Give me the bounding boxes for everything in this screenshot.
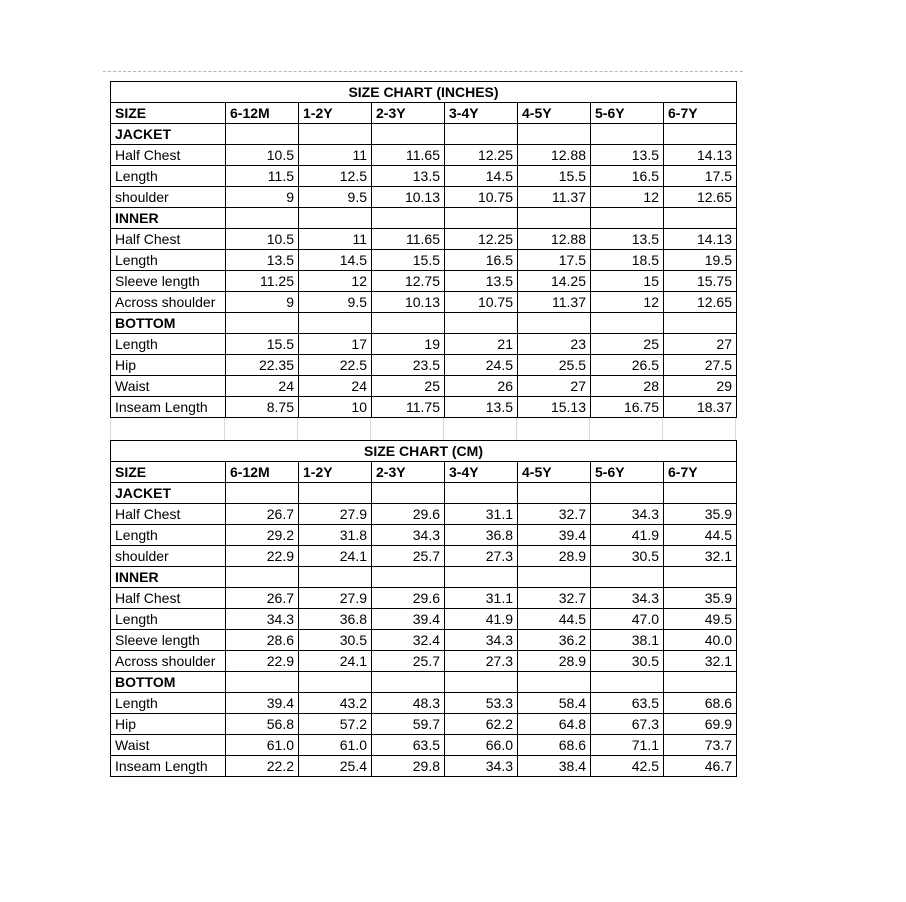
row-label: Length xyxy=(111,334,226,355)
table-row xyxy=(111,504,737,525)
empty-cell xyxy=(226,483,299,504)
empty-cell xyxy=(372,483,445,504)
value-cell: 58.4 xyxy=(518,693,591,714)
value-cell: 29.8 xyxy=(372,756,445,777)
row-label: Waist xyxy=(111,735,226,756)
value-cell: 12.65 xyxy=(664,292,737,313)
table-title-row xyxy=(111,82,737,103)
column-header: 6-12M xyxy=(226,462,299,483)
value-cell: 9 xyxy=(226,292,299,313)
value-cell: 34.3 xyxy=(591,588,664,609)
empty-cell xyxy=(226,124,299,145)
empty-cell xyxy=(518,672,591,693)
value-cell: 11 xyxy=(299,229,372,250)
value-cell: 47.0 xyxy=(591,609,664,630)
value-cell: 13.5 xyxy=(372,166,445,187)
empty-cell xyxy=(372,208,445,229)
value-cell: 32.1 xyxy=(664,651,737,672)
empty-cell xyxy=(226,672,299,693)
empty-cell xyxy=(664,567,737,588)
column-header: 1-2Y xyxy=(299,103,372,124)
gap-gridline-cell xyxy=(225,418,298,440)
value-cell: 30.5 xyxy=(591,546,664,567)
column-header: 2-3Y xyxy=(372,462,445,483)
table-row xyxy=(111,714,737,735)
value-cell: 13.5 xyxy=(445,397,518,418)
section-header-row xyxy=(111,124,737,145)
value-cell: 27 xyxy=(518,376,591,397)
column-header: 6-7Y xyxy=(664,462,737,483)
value-cell: 49.5 xyxy=(664,609,737,630)
table-row xyxy=(111,609,737,630)
value-cell: 29 xyxy=(664,376,737,397)
value-cell: 24.1 xyxy=(299,651,372,672)
column-header: SIZE xyxy=(111,462,226,483)
value-cell: 36.2 xyxy=(518,630,591,651)
column-header: 6-12M xyxy=(226,103,299,124)
value-cell: 63.5 xyxy=(591,693,664,714)
value-cell: 26.7 xyxy=(226,588,299,609)
table-row xyxy=(111,187,737,208)
value-cell: 12.65 xyxy=(664,187,737,208)
value-cell: 68.6 xyxy=(518,735,591,756)
empty-cell xyxy=(299,313,372,334)
value-cell: 32.7 xyxy=(518,588,591,609)
value-cell: 39.4 xyxy=(518,525,591,546)
value-cell: 14.25 xyxy=(518,271,591,292)
value-cell: 23 xyxy=(518,334,591,355)
value-cell: 62.2 xyxy=(445,714,518,735)
section-header: BOTTOM xyxy=(111,672,226,693)
value-cell: 28.6 xyxy=(226,630,299,651)
table-row xyxy=(111,145,737,166)
value-cell: 36.8 xyxy=(445,525,518,546)
row-label: Length xyxy=(111,525,226,546)
value-cell: 11.37 xyxy=(518,292,591,313)
value-cell: 18.37 xyxy=(664,397,737,418)
empty-cell xyxy=(372,124,445,145)
column-header: 5-6Y xyxy=(591,103,664,124)
value-cell: 69.9 xyxy=(664,714,737,735)
empty-cell xyxy=(445,124,518,145)
value-cell: 27.3 xyxy=(445,546,518,567)
value-cell: 9 xyxy=(226,187,299,208)
empty-cell xyxy=(372,567,445,588)
row-label: shoulder xyxy=(111,187,226,208)
value-cell: 14.13 xyxy=(664,229,737,250)
row-label: Waist xyxy=(111,376,226,397)
value-cell: 11.65 xyxy=(372,145,445,166)
value-cell: 34.3 xyxy=(445,756,518,777)
value-cell: 41.9 xyxy=(591,525,664,546)
table-row xyxy=(111,271,737,292)
empty-cell xyxy=(518,208,591,229)
value-cell: 11 xyxy=(299,145,372,166)
row-label: Inseam Length xyxy=(111,756,226,777)
empty-cell xyxy=(664,483,737,504)
value-cell: 12 xyxy=(591,187,664,208)
value-cell: 67.3 xyxy=(591,714,664,735)
table-row xyxy=(111,166,737,187)
empty-cell xyxy=(299,567,372,588)
value-cell: 10.5 xyxy=(226,145,299,166)
table-row xyxy=(111,588,737,609)
row-label: Half Chest xyxy=(111,229,226,250)
section-header: JACKET xyxy=(111,124,226,145)
value-cell: 28.9 xyxy=(518,651,591,672)
row-label: Length xyxy=(111,609,226,630)
empty-cell xyxy=(299,483,372,504)
value-cell: 28.9 xyxy=(518,546,591,567)
table-row xyxy=(111,250,737,271)
column-header: 5-6Y xyxy=(591,462,664,483)
section-header-row xyxy=(111,483,737,504)
value-cell: 13.5 xyxy=(226,250,299,271)
value-cell: 17.5 xyxy=(518,250,591,271)
table-row xyxy=(111,355,737,376)
gap-gridline-cell xyxy=(371,418,444,440)
column-header: SIZE xyxy=(111,103,226,124)
value-cell: 14.13 xyxy=(664,145,737,166)
value-cell: 28 xyxy=(591,376,664,397)
value-cell: 25.7 xyxy=(372,651,445,672)
value-cell: 34.3 xyxy=(591,504,664,525)
empty-cell xyxy=(445,313,518,334)
empty-cell xyxy=(664,124,737,145)
row-label: shoulder xyxy=(111,546,226,567)
table-title: SIZE CHART (CM) xyxy=(111,441,737,462)
value-cell: 27.3 xyxy=(445,651,518,672)
value-cell: 13.5 xyxy=(445,271,518,292)
value-cell: 56.8 xyxy=(226,714,299,735)
empty-cell xyxy=(591,483,664,504)
size-chart-inches-table xyxy=(110,81,737,418)
row-label: Length xyxy=(111,693,226,714)
value-cell: 38.4 xyxy=(518,756,591,777)
gap-gridline-cell xyxy=(298,418,371,440)
value-cell: 22.35 xyxy=(226,355,299,376)
table-row xyxy=(111,525,737,546)
column-header: 4-5Y xyxy=(518,103,591,124)
empty-cell xyxy=(226,567,299,588)
gap-gridline-cell xyxy=(517,418,590,440)
value-cell: 57.2 xyxy=(299,714,372,735)
value-cell: 16.5 xyxy=(591,166,664,187)
table-row xyxy=(111,229,737,250)
row-label: Sleeve length xyxy=(111,630,226,651)
value-cell: 25 xyxy=(591,334,664,355)
value-cell: 31.1 xyxy=(445,504,518,525)
value-cell: 32.4 xyxy=(372,630,445,651)
value-cell: 8.75 xyxy=(226,397,299,418)
value-cell: 25 xyxy=(372,376,445,397)
column-header: 4-5Y xyxy=(518,462,591,483)
value-cell: 22.2 xyxy=(226,756,299,777)
empty-cell xyxy=(226,313,299,334)
empty-cell xyxy=(591,672,664,693)
value-cell: 11.5 xyxy=(226,166,299,187)
empty-cell xyxy=(591,208,664,229)
table-row xyxy=(111,630,737,651)
value-cell: 11.75 xyxy=(372,397,445,418)
value-cell: 61.0 xyxy=(226,735,299,756)
section-header: JACKET xyxy=(111,483,226,504)
value-cell: 14.5 xyxy=(445,166,518,187)
empty-cell xyxy=(518,124,591,145)
empty-cell xyxy=(299,208,372,229)
value-cell: 73.7 xyxy=(664,735,737,756)
table-title: SIZE CHART (INCHES) xyxy=(111,82,737,103)
column-header: 6-7Y xyxy=(664,103,737,124)
value-cell: 36.8 xyxy=(299,609,372,630)
value-cell: 26 xyxy=(445,376,518,397)
value-cell: 25.7 xyxy=(372,546,445,567)
value-cell: 39.4 xyxy=(226,693,299,714)
row-label: Across shoulder xyxy=(111,651,226,672)
row-label: Inseam Length xyxy=(111,397,226,418)
value-cell: 48.3 xyxy=(372,693,445,714)
value-cell: 38.1 xyxy=(591,630,664,651)
value-cell: 16.5 xyxy=(445,250,518,271)
value-cell: 13.5 xyxy=(591,229,664,250)
value-cell: 13.5 xyxy=(591,145,664,166)
value-cell: 12.25 xyxy=(445,229,518,250)
value-cell: 59.7 xyxy=(372,714,445,735)
value-cell: 10.75 xyxy=(445,187,518,208)
value-cell: 19 xyxy=(372,334,445,355)
column-header-row xyxy=(111,462,737,483)
value-cell: 66.0 xyxy=(445,735,518,756)
value-cell: 10.5 xyxy=(226,229,299,250)
table-row xyxy=(111,693,737,714)
empty-cell xyxy=(226,208,299,229)
size-chart-cm-table xyxy=(110,440,737,777)
section-header-row xyxy=(111,313,737,334)
value-cell: 44.5 xyxy=(664,525,737,546)
table-row xyxy=(111,292,737,313)
section-header-row xyxy=(111,567,737,588)
value-cell: 64.8 xyxy=(518,714,591,735)
value-cell: 18.5 xyxy=(591,250,664,271)
value-cell: 29.2 xyxy=(226,525,299,546)
gap-gridline-cell xyxy=(444,418,517,440)
value-cell: 27.9 xyxy=(299,588,372,609)
value-cell: 11.37 xyxy=(518,187,591,208)
value-cell: 29.6 xyxy=(372,588,445,609)
gap-gridline-cell xyxy=(110,418,225,440)
row-label: Half Chest xyxy=(111,588,226,609)
section-header: BOTTOM xyxy=(111,313,226,334)
value-cell: 15.5 xyxy=(372,250,445,271)
empty-cell xyxy=(299,672,372,693)
value-cell: 15.13 xyxy=(518,397,591,418)
value-cell: 24.1 xyxy=(299,546,372,567)
column-header: 3-4Y xyxy=(445,462,518,483)
empty-cell xyxy=(664,208,737,229)
empty-cell xyxy=(591,567,664,588)
value-cell: 9.5 xyxy=(299,292,372,313)
row-label: Across shoulder xyxy=(111,292,226,313)
value-cell: 10 xyxy=(299,397,372,418)
value-cell: 15.5 xyxy=(226,334,299,355)
empty-cell xyxy=(445,208,518,229)
value-cell: 25.5 xyxy=(518,355,591,376)
value-cell: 35.9 xyxy=(664,504,737,525)
value-cell: 12.88 xyxy=(518,229,591,250)
row-label: Half Chest xyxy=(111,145,226,166)
value-cell: 21 xyxy=(445,334,518,355)
row-label: Half Chest xyxy=(111,504,226,525)
value-cell: 14.5 xyxy=(299,250,372,271)
empty-cell xyxy=(445,567,518,588)
value-cell: 24 xyxy=(226,376,299,397)
size-charts-container xyxy=(110,81,737,777)
value-cell: 31.1 xyxy=(445,588,518,609)
value-cell: 25.4 xyxy=(299,756,372,777)
empty-cell xyxy=(518,567,591,588)
value-cell: 12.88 xyxy=(518,145,591,166)
value-cell: 32.1 xyxy=(664,546,737,567)
value-cell: 71.1 xyxy=(591,735,664,756)
value-cell: 24.5 xyxy=(445,355,518,376)
value-cell: 27 xyxy=(664,334,737,355)
value-cell: 68.6 xyxy=(664,693,737,714)
value-cell: 30.5 xyxy=(591,651,664,672)
table-row xyxy=(111,334,737,355)
column-header-row xyxy=(111,103,737,124)
empty-cell xyxy=(591,124,664,145)
value-cell: 29.6 xyxy=(372,504,445,525)
value-cell: 43.2 xyxy=(299,693,372,714)
empty-cell xyxy=(591,313,664,334)
value-cell: 42.5 xyxy=(591,756,664,777)
value-cell: 34.3 xyxy=(372,525,445,546)
value-cell: 15.5 xyxy=(518,166,591,187)
value-cell: 9.5 xyxy=(299,187,372,208)
value-cell: 27.9 xyxy=(299,504,372,525)
value-cell: 39.4 xyxy=(372,609,445,630)
value-cell: 53.3 xyxy=(445,693,518,714)
value-cell: 16.75 xyxy=(591,397,664,418)
value-cell: 12.5 xyxy=(299,166,372,187)
table-row xyxy=(111,397,737,418)
value-cell: 31.8 xyxy=(299,525,372,546)
value-cell: 26.7 xyxy=(226,504,299,525)
section-header: INNER xyxy=(111,208,226,229)
value-cell: 35.9 xyxy=(664,588,737,609)
value-cell: 12.25 xyxy=(445,145,518,166)
empty-cell xyxy=(518,483,591,504)
row-label: Length xyxy=(111,250,226,271)
value-cell: 40.0 xyxy=(664,630,737,651)
table-gap-gridlines xyxy=(110,418,737,440)
section-header-row xyxy=(111,672,737,693)
table-row xyxy=(111,735,737,756)
table-title-row xyxy=(111,441,737,462)
value-cell: 11.25 xyxy=(226,271,299,292)
value-cell: 26.5 xyxy=(591,355,664,376)
value-cell: 24 xyxy=(299,376,372,397)
value-cell: 10.13 xyxy=(372,187,445,208)
page-break-dashed-line xyxy=(103,71,743,72)
value-cell: 63.5 xyxy=(372,735,445,756)
empty-cell xyxy=(445,672,518,693)
value-cell: 17.5 xyxy=(664,166,737,187)
value-cell: 12 xyxy=(591,292,664,313)
column-header: 3-4Y xyxy=(445,103,518,124)
row-label: Hip xyxy=(111,355,226,376)
row-label: Hip xyxy=(111,714,226,735)
value-cell: 15.75 xyxy=(664,271,737,292)
value-cell: 34.3 xyxy=(445,630,518,651)
gap-gridline-cell xyxy=(663,418,736,440)
value-cell: 12.75 xyxy=(372,271,445,292)
value-cell: 12 xyxy=(299,271,372,292)
table-row xyxy=(111,756,737,777)
value-cell: 22.9 xyxy=(226,546,299,567)
value-cell: 15 xyxy=(591,271,664,292)
row-label: Length xyxy=(111,166,226,187)
empty-cell xyxy=(299,124,372,145)
empty-cell xyxy=(664,672,737,693)
table-row xyxy=(111,546,737,567)
value-cell: 22.9 xyxy=(226,651,299,672)
section-header-row xyxy=(111,208,737,229)
empty-cell xyxy=(445,483,518,504)
value-cell: 23.5 xyxy=(372,355,445,376)
value-cell: 61.0 xyxy=(299,735,372,756)
table-row xyxy=(111,651,737,672)
value-cell: 30.5 xyxy=(299,630,372,651)
value-cell: 32.7 xyxy=(518,504,591,525)
empty-cell xyxy=(372,672,445,693)
value-cell: 19.5 xyxy=(664,250,737,271)
value-cell: 27.5 xyxy=(664,355,737,376)
gap-gridline-cell xyxy=(590,418,663,440)
section-header: INNER xyxy=(111,567,226,588)
value-cell: 10.75 xyxy=(445,292,518,313)
empty-cell xyxy=(664,313,737,334)
value-cell: 10.13 xyxy=(372,292,445,313)
empty-cell xyxy=(372,313,445,334)
value-cell: 41.9 xyxy=(445,609,518,630)
value-cell: 34.3 xyxy=(226,609,299,630)
value-cell: 11.65 xyxy=(372,229,445,250)
row-label: Sleeve length xyxy=(111,271,226,292)
value-cell: 46.7 xyxy=(664,756,737,777)
value-cell: 44.5 xyxy=(518,609,591,630)
table-row xyxy=(111,376,737,397)
empty-cell xyxy=(518,313,591,334)
value-cell: 22.5 xyxy=(299,355,372,376)
column-header: 2-3Y xyxy=(372,103,445,124)
column-header: 1-2Y xyxy=(299,462,372,483)
value-cell: 17 xyxy=(299,334,372,355)
